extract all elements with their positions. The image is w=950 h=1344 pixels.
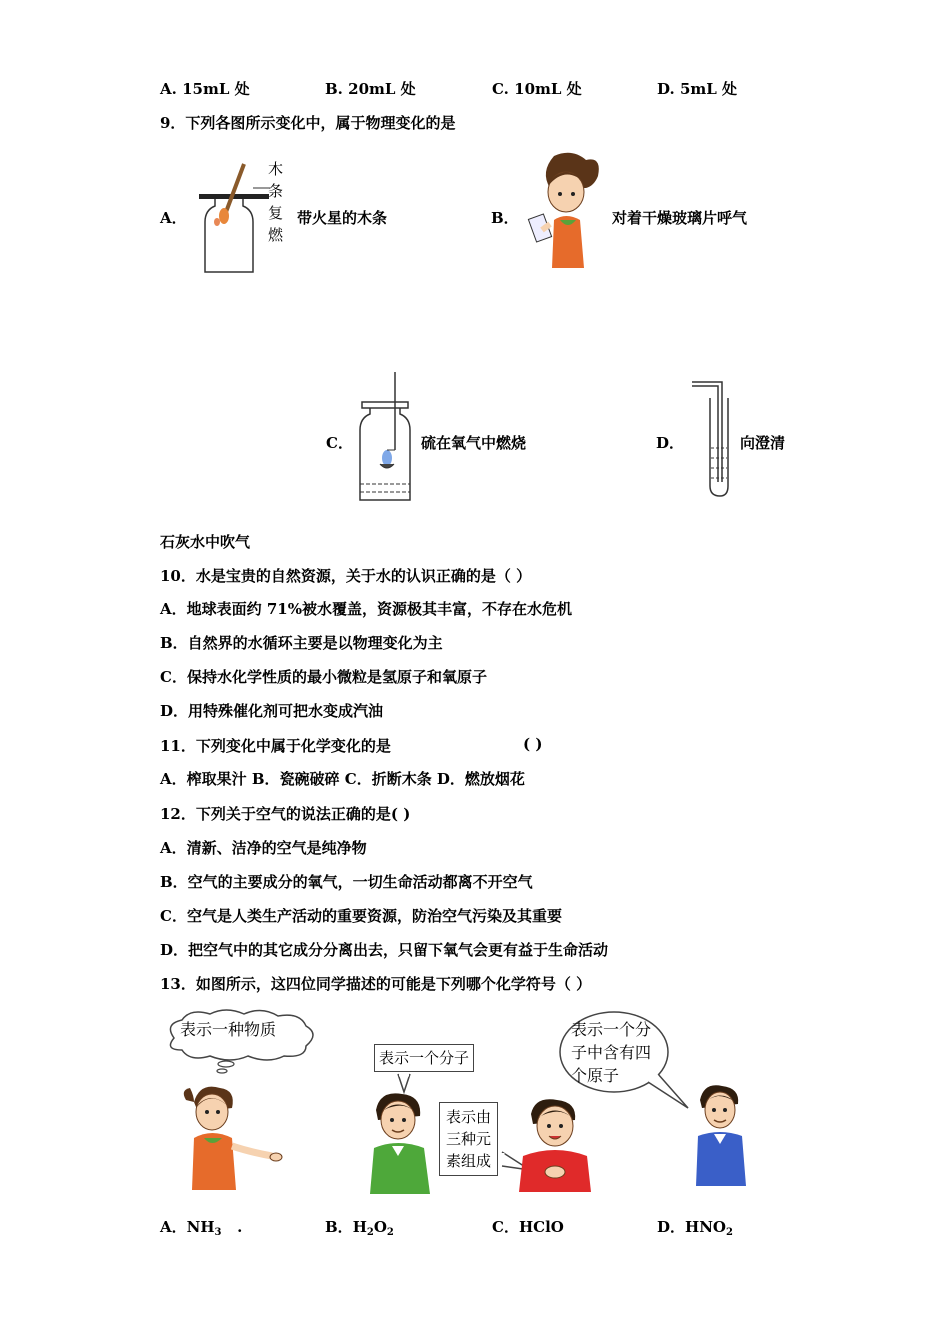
bubble-2-text: 表示一个分子 (379, 1049, 470, 1067)
q9-option-d-text: 向澄清 (740, 434, 786, 452)
bubble-3-line-3: 素组成 (446, 1152, 492, 1170)
bubble-4-line-2: 子中含有四 (571, 1043, 652, 1062)
q8-option-a: A. 15mL 处 (160, 80, 250, 98)
bubble-4-line-3: 个原子 (571, 1066, 620, 1085)
q9-option-c-text: 硫在氧气中燃烧 (421, 434, 527, 452)
student-girl-figure (180, 1082, 290, 1194)
q11-paren: ( ) (523, 735, 543, 753)
q13-option-c: C．HClO (492, 1218, 564, 1236)
test-tube-blowing-figure (688, 378, 733, 502)
q13-option-d: D．$HNO_2$ (657, 1218, 733, 1238)
student-boy-green-figure (366, 1090, 441, 1194)
q9-option-d-letter: D． (656, 434, 685, 452)
bubble-3-line-2: 三种元 (446, 1130, 492, 1148)
q12-option-c: C．空气是人类生产活动的重要资源，防治空气污染及其重要 (160, 907, 562, 925)
q10-option-c: C．保持水化学性质的最小微粒是氢原子和氧原子 (160, 668, 487, 686)
q9-continuation: 石灰水中吹气 (160, 533, 251, 551)
girl-breathing-figure (520, 150, 605, 275)
q12-option-a: A．清新、洁净的空气是纯净物 (160, 839, 367, 857)
q13-option-a: A．$NH_3$ . (160, 1218, 243, 1238)
q11-options: A．榨取果汁 B．瓷碗破碎 C．折断木条 D．燃放烟花 (160, 770, 525, 788)
q10-stem: 10．水是宝贵的自然资源，关于水的认识正确的是（ ） (160, 567, 532, 585)
q12-option-b: B．空气的主要成分的氧气，一切生命活动都离不开空气 (160, 873, 533, 891)
q8-option-c: C. 10mL 处 (492, 80, 582, 98)
q12-option-d: D．把空气中的其它成分分离出去，只留下氧气会更有益于生命活动 (160, 941, 609, 959)
q9-option-c-letter: C． (326, 434, 353, 452)
sulfur-combustion-figure (358, 372, 418, 504)
q10-option-b: B．自然界的水循环主要是以物理变化为主 (160, 634, 443, 652)
splint-label: 木 条 复 燃 (268, 160, 284, 244)
bubble-3 (439, 1102, 498, 1176)
q11-stem: 11．下列变化中属于化学变化的是 (160, 737, 391, 755)
bubble-4 (571, 1018, 651, 1087)
q10-option-d: D．用特殊催化剂可把水变成汽油 (160, 702, 384, 720)
bubble-3-line-1: 表示由 (446, 1108, 492, 1126)
q9-option-a-text: 带火星的木条 (297, 209, 388, 227)
q8-option-d: D. 5mL 处 (657, 80, 738, 98)
q13-option-b: B．$H_2O_2$ (325, 1218, 394, 1238)
q9-option-b-text: 对着干燥玻璃片呼气 (612, 209, 748, 227)
q8-option-b: B. 20mL 处 (325, 80, 416, 98)
bubble-4-line-1: 表示一个分 (571, 1020, 652, 1039)
q13-stem: 13．如图所示，这四位同学描述的可能是下列哪个化学符号（ ） (160, 975, 592, 993)
bubble-1-text: 表示一种物质 (180, 1020, 277, 1039)
student-boy-blue-figure (690, 1082, 750, 1188)
q9-option-a-letter: A． (160, 209, 187, 227)
bubble-2 (374, 1044, 474, 1072)
q10-option-a: A．地球表面约 71%被水覆盖，资源极其丰富，不存在水危机 (160, 600, 572, 618)
q9-option-b-letter: B． (491, 209, 519, 227)
q9-stem: 9．下列各图所示变化中，属于物理变化的是 (160, 114, 456, 132)
q12-stem: 12．下列关于空气的说法正确的是( ) (160, 805, 411, 823)
